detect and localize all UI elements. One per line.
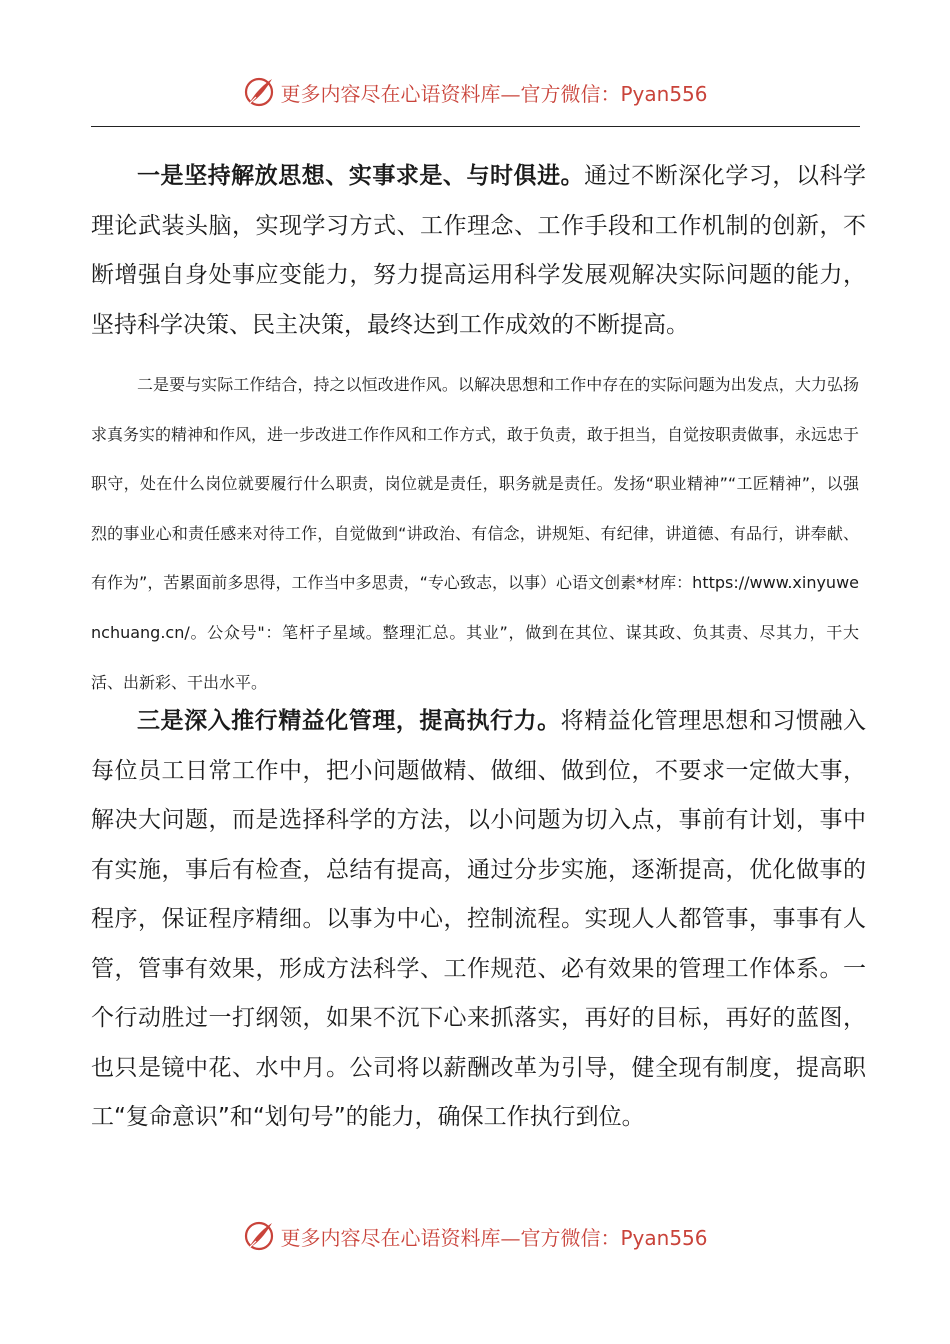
paragraph-3-lead: 三是深入推行精益化管理，提高执行力。	[137, 708, 561, 734]
header-banner	[0, 72, 950, 112]
paragraph-3	[91, 697, 866, 1143]
footer-wechat-label: 官方微信：	[520, 1225, 621, 1250]
footer-brand-text: 更多内容尽在心语资料库	[280, 1225, 501, 1250]
paragraph-1-lead: 一是坚持解放思想、实事求是、与时俱进。	[137, 163, 585, 189]
header-brand-line	[280, 78, 707, 107]
quill-pen-logo-icon	[242, 75, 276, 109]
footer-brand-line	[280, 1222, 707, 1251]
header-brand-text: 更多内容尽在心语资料库	[280, 81, 501, 106]
paragraph-3-text: 将精益化管理思想和习惯融入每位员工日常工作中，把小问题做精、做细、做到位，不要求一定做大事，解决大问题，而是选择科学的方法，以小问题为切入点，事前有计划，事中有实施，事后有检查，总结有提高，通过分步实施，逐渐提高，优化做事的程序，保证程序精细。以事为中心，控制流程。实现人人都管事，事事有人管，管事有效果，形成方法科学、工作规范、必有效果的管理工作体系。一个行动胜过一打纲领，如果不沉下心来抓落实，再好的目标，再好的蓝图，也只是镜中花、水中月。公司将以薪酬改革为引导，健全现有制度，提高职工“复命意识”和“划句号”的能力，确保工作执行到位。	[91, 708, 867, 1130]
paragraph-1-text: 通过不断深化学习，以科学理论武装头脑，实现学习方式、工作理念、工作手段和工作机制的创新，不断增强自身处事应变能力，努力提高运用科学发展观解决实际问题的能力，坚持科学决策、民主决策，最终达到工作成效的不断提高。	[91, 163, 867, 338]
header-separator: —	[500, 81, 521, 106]
quill-pen-logo-icon	[242, 1219, 276, 1253]
paragraph-1	[91, 152, 866, 350]
footer-separator: —	[500, 1225, 521, 1250]
footer-wechat-id: Pyan556	[620, 1225, 708, 1250]
header-wechat-label: 官方微信：	[520, 81, 621, 106]
header-divider	[91, 126, 860, 127]
header-wechat-id: Pyan556	[620, 81, 708, 106]
footer-banner	[0, 1216, 950, 1256]
paragraph-2: 二是要与实际工作结合，持之以恒改进作风。以解决思想和工作中存在的实际问题为出发点，大力弘扬求真务实的精神和作风，进一步改进工作作风和工作方式，敢于负责，敢于担当，自觉按职责做事，永远忠于职守，处在什么岗位就要履行什么职责，岗位就是责任，职务就是责任。发扬“职业精神”“工匠精神”，以强烈的事业心和责任感来对待工作，自觉做到“讲政治、有信念，讲规矩、有纪律，讲道德、有品行，讲奉献、有作为”，苦累面前多思得，工作当中多思责，“专心致志，以事）心语文创素*材库：https://www.xinyuwenchuang.cn/。公众号"：笔杆子星域。整理汇总。其业”，做到在其位、谋其政、负其责、尽其力，干大活、出新彩、干出水平。	[91, 375, 860, 692]
